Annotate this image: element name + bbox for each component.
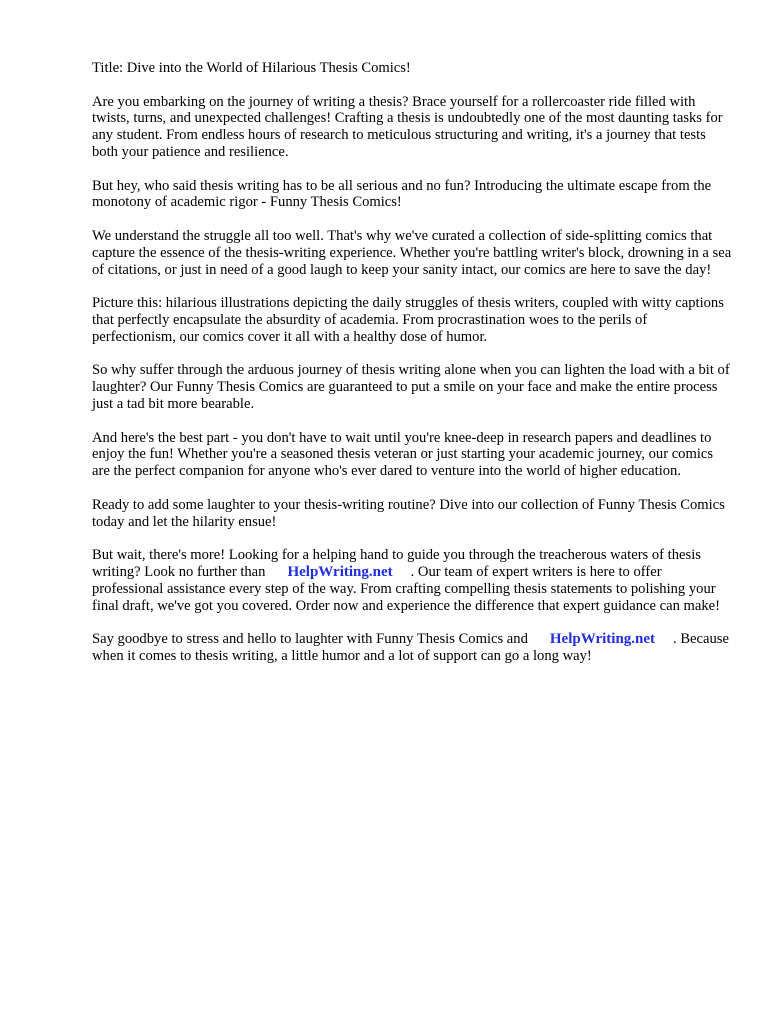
paragraph-8-text-before: But wait, there's more! Looking for a helping hand to guide you through the treacherous waters of thesis writing? Look no further than [92, 547, 701, 580]
paragraph-6: And here's the best part - you don't have to wait until you're knee-deep in research papers and deadlines to enjoy the fun! Whether you're a seasoned thesis veteran or just starting your academic journey, our comics are the perfect companion for anyone who's ever dared to venture into the world of higher education. [92, 429, 714, 480]
paragraph-5: So why suffer through the arduous journey of thesis writing alone when you can lighten the load with a bit of laughter? Our Funny Thesis Comics are guaranteed to put a smile on your face and make the entire process just a tad bit more bearable. [92, 362, 730, 412]
paragraph-9-text-after: . Because when it comes to thesis writing, a little humor and a lot of support can go a long way! [92, 631, 729, 664]
paragraph-2: But hey, who said thesis writing has to be all serious and no fun? Introducing the ultimate escape from the monotony of academic rigor - Funny Thesis Comics! [92, 177, 712, 211]
paragraph-9-text-before: Say goodbye to stress and hello to laughter with Funny Thesis Comics and [92, 631, 528, 648]
helpwriting-link[interactable]: HelpWriting.net [287, 563, 393, 580]
paragraph-1: Are you embarking on the journey of writing a thesis? Brace yourself for a rollercoaster ride filled with twists, turns, and unexpected challenges! Crafting a thesis is undoubtedly one of the most daunting tasks for any student. From endless hours of research to meticulous structuring and writing, it's a journey that tests both your patience and resilience. [92, 93, 723, 160]
document-page [92, 60, 732, 681]
paragraph-7: Ready to add some laughter to your thesis-writing routine? Dive into our collection of Funny Thesis Comics today and let the hilarity ensue! [92, 496, 725, 530]
paragraph-8 [92, 547, 732, 614]
helpwriting-link-2[interactable]: HelpWriting.net [549, 631, 656, 648]
paragraph-8-text-after: . Our team of expert writers is here to offer professional assistance every step of the way. From crafting compelling thesis statements to polishing your final draft, we've got you covered. Order now and experience the difference that expert guidance can make! [92, 563, 720, 614]
document-title: Title: Dive into the World of Hilarious Thesis Comics! [92, 60, 411, 76]
paragraph-9 [92, 631, 732, 665]
paragraph-4: Picture this: hilarious illustrations depicting the daily struggles of thesis writers, coupled with witty captions that perfectly encapsulate the absurdity of academia. From procrastination woes to the perils of perfectionism, our comics cover it all with a healthy dose of humor. [92, 295, 724, 345]
paragraph-3: We understand the struggle all too well. That's why we've curated a collection of side-splitting comics that capture the essence of the thesis-writing experience. Whether you're battling writer's block, drowning in a sea of citations, or just in need of a good laugh to keep your sanity intact, our comics are here to save the day! [92, 227, 732, 278]
